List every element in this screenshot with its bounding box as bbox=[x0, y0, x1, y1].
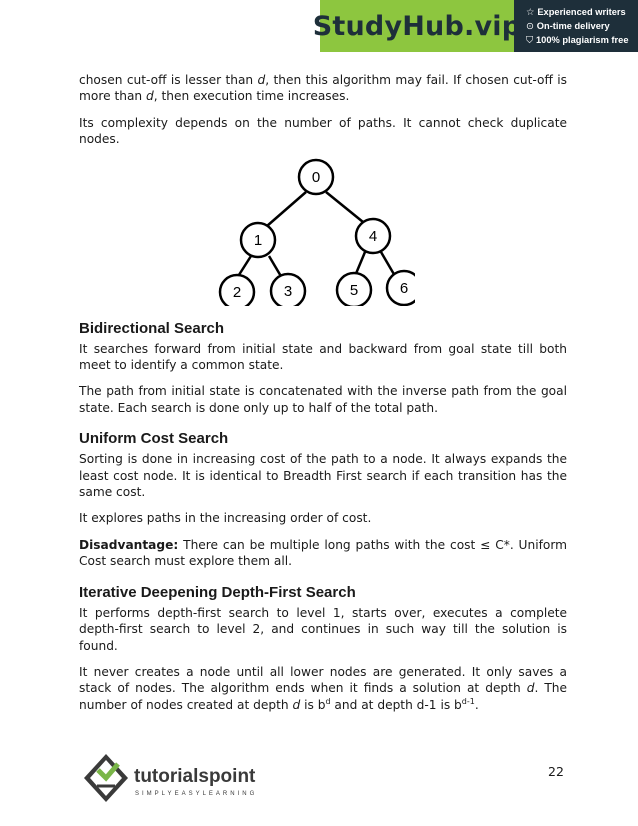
page-number: 22 bbox=[548, 764, 564, 779]
svg-text:2: 2 bbox=[232, 283, 242, 301]
shield-icon: ⛉ bbox=[526, 35, 533, 45]
tree-node bbox=[387, 271, 415, 305]
svg-text:tutorialspoint: tutorialspoint bbox=[134, 766, 256, 787]
intro-paragraph-1: chosen cut-off is lesser than d, then this algorithm may fail. If chosen cut-off is more than d, then execution time increases. bbox=[79, 73, 567, 104]
tutorialspoint-emblem-icon bbox=[84, 754, 128, 802]
tutorialspoint-logo bbox=[82, 752, 282, 804]
intro-paragraph-2: Its complexity depends on the number of paths. It cannot check duplicate nodes. bbox=[79, 115, 567, 147]
uniform-paragraph-1: Sorting is done in increasing cost of the path to a node. It always expands the least cost node. It is identical to Breadth First search if each transition has the same cost. bbox=[79, 452, 567, 500]
tree-edge bbox=[381, 252, 395, 276]
bidirectional-paragraph-1: It searches forward from initial state and backward from goal state till both meet to identify a common state. bbox=[79, 341, 567, 373]
heading-bidirectional-search: Bidirectional Search bbox=[79, 319, 225, 337]
tree-node bbox=[241, 223, 275, 257]
tree-node bbox=[271, 274, 305, 306]
svg-text:6: 6 bbox=[399, 279, 409, 297]
tree-node bbox=[337, 273, 371, 306]
clock-icon: ⊙ bbox=[526, 21, 534, 31]
star-icon: ☆ bbox=[526, 7, 535, 17]
svg-text:5: 5 bbox=[349, 281, 359, 299]
page-content bbox=[79, 72, 567, 723]
iddfs-paragraph-2: It never creates a node until all lower nodes are generated. It only saves a stack of nodes. The algorithm ends when it finds a solution at depth d. The number of nodes created at depth d is $b^d$ and at depth d-1 is $b^{d-1}$. bbox=[79, 664, 567, 712]
banner-feature: ☆ Experienced writers bbox=[526, 7, 626, 17]
tree-edge bbox=[267, 192, 306, 226]
tree-node bbox=[220, 275, 254, 306]
banner-feature: ⊙ On-time delivery bbox=[526, 21, 610, 31]
svg-text:4: 4 bbox=[368, 227, 378, 245]
ad-banner[interactable] bbox=[312, 0, 638, 52]
svg-text:3: 3 bbox=[283, 282, 293, 300]
svg-text:0: 0 bbox=[311, 168, 321, 186]
iddfs-paragraph-1: It performs depth-first search to level 1, starts over, executes a complete depth-first search to level 2, and continues in such way till the solution is found. bbox=[79, 605, 567, 653]
tree-node bbox=[356, 219, 390, 253]
heading-uniform-cost-search: Uniform Cost Search bbox=[79, 430, 229, 448]
tree-edge bbox=[326, 192, 363, 222]
banner-feature: ⛉ 100% plagiarism free bbox=[526, 35, 629, 45]
tree-node bbox=[299, 160, 333, 194]
uniform-paragraph-2: It explores paths in the increasing order of cost. bbox=[79, 511, 372, 526]
uniform-disadvantage: Disadvantage: There can be multiple long paths with the cost ≤ C*. Uniform Cost search must explore them all. bbox=[79, 537, 567, 569]
banner-features bbox=[514, 0, 638, 52]
svg-text:1: 1 bbox=[253, 231, 263, 249]
heading-iddfs: Iterative Deepening Depth-First Search bbox=[79, 583, 356, 601]
studyhub-logo[interactable]: StudyHub.vip bbox=[320, 0, 514, 52]
svg-text:SIMPLYEASYLEARNING: SIMPLYEASYLEARNING bbox=[135, 791, 258, 797]
bidirectional-paragraph-2: The path from initial state is concatenated with the inverse path from the goal state. Each search is done only up to half of the total path. bbox=[79, 384, 567, 415]
search-tree-diagram bbox=[215, 158, 415, 306]
